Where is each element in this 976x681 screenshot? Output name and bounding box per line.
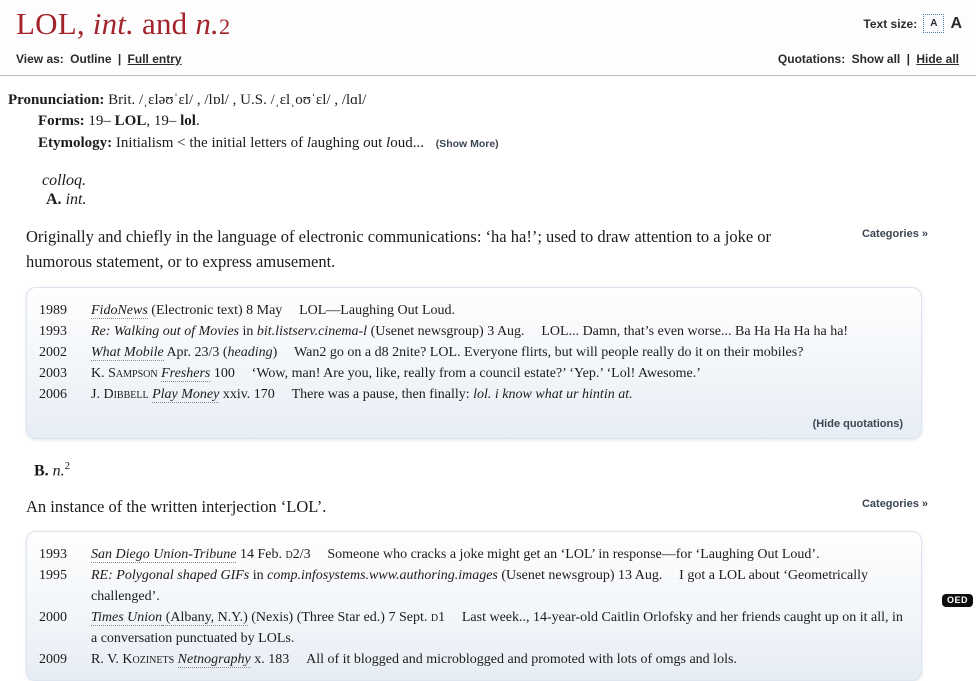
show-all-link[interactable]: Show all <box>851 51 901 66</box>
usage-label: colloq. <box>42 171 86 189</box>
quotation-row <box>39 384 909 405</box>
show-more-link[interactable]: (Show More) <box>435 138 499 151</box>
pronunciation-text: Brit. /ˌɛləʊˈɛl/ , /lɒl/ , U.S. /ˌɛlˌoʊˈɛl/ , /lɑl/ <box>108 91 367 108</box>
text-span: (Usenet newsgroup) 13 Aug. <box>497 568 663 584</box>
view-as-control <box>16 52 185 66</box>
text-span: LOL—Laughing Out Loud. <box>299 303 456 319</box>
text-span: l <box>306 135 312 152</box>
sense-heading-a <box>46 191 976 209</box>
quotation-text <box>91 384 909 405</box>
quotation-text <box>91 321 909 342</box>
text-span: LOL, <box>16 6 93 41</box>
quotation-text <box>91 300 909 321</box>
text-span: J. <box>91 387 104 403</box>
text-span: in <box>239 324 257 340</box>
quotation-row <box>39 342 909 363</box>
text-span: xxiv. 170 <box>219 387 275 403</box>
text-span: 1 <box>438 610 446 626</box>
hide-quotations-link[interactable]: (Hide quotations) <box>812 418 903 431</box>
work-title-link[interactable]: FidoNews <box>91 303 148 319</box>
meta-row <box>16 52 962 75</box>
quotation-year: 1989 <box>39 303 67 319</box>
quotation-text <box>91 565 909 607</box>
text-span: int. <box>92 6 135 41</box>
oed-badge: OED <box>942 594 973 607</box>
categories-link-b[interactable]: Categories » <box>861 497 928 510</box>
etymology-line <box>38 133 976 155</box>
hide-all-link[interactable]: Hide all <box>916 51 959 66</box>
quotation-row <box>39 300 909 321</box>
text-span: R. V. <box>91 652 123 668</box>
quotation-text <box>91 363 909 384</box>
text-span: LOL <box>114 113 147 130</box>
text-span: heading <box>227 345 273 361</box>
quotation-row <box>39 649 909 670</box>
definition-text-a: Originally and chiefly in the language of electronic communications: ‘ha ha!’; used to draw attention to a joke or humorous statement, or to express amusement. <box>26 226 772 271</box>
work-title-link[interactable]: San Diego Union-Tribune <box>91 547 237 563</box>
quotation-year: 1995 <box>39 568 67 584</box>
text-span: A. <box>46 190 62 208</box>
work-title-link[interactable]: Netnography <box>177 652 251 668</box>
text-span: d <box>430 610 439 626</box>
work-title-link[interactable]: What Mobile <box>91 345 164 361</box>
text-span: There was a pause, then finally: <box>291 387 474 403</box>
text-span: . <box>195 113 200 130</box>
text-size-label: Text size: <box>863 16 918 31</box>
quotation-box-a <box>26 287 922 439</box>
text-span: 100 <box>210 366 235 382</box>
view-full-entry-link[interactable]: Full entry <box>127 51 182 66</box>
text-span: LOL... Damn, that’s even worse... Ba Ha Ha Ha ha ha! <box>541 324 849 340</box>
text-span: I got a LOL about ‘Geometrically challenged’. <box>91 568 868 605</box>
text-span: (Usenet newsgroup) 3 Aug. <box>367 324 525 340</box>
entry-body <box>0 76 976 681</box>
text-span: Wan2 go on a d8 2nite? LOL. Everyone flirts, but will people really do it on their mobiles? <box>294 345 804 361</box>
work-title-link[interactable]: (Albany, N.Y.) <box>162 610 248 626</box>
view-outline-link[interactable]: Outline <box>70 51 112 66</box>
text-span: Initialism < the initial letters of <box>115 135 307 152</box>
sense-heading-b <box>34 460 976 480</box>
quotation-row <box>39 321 909 342</box>
quotation-list-b <box>39 544 909 670</box>
text-span: ‘Wow, man! Are you, like, really from a council estate?’ ‘Yep.’ ‘Lol! Awesome.’ <box>251 366 701 382</box>
text-span: 2 <box>64 460 71 473</box>
text-span: (Nexis) (Three Star ed.) 7 Sept. <box>247 610 431 626</box>
quotations-toggle <box>778 52 962 66</box>
sense-section-b <box>8 460 976 681</box>
quotation-row <box>39 544 909 565</box>
text-span: Re: Walking out of Movies <box>91 324 240 340</box>
text-span: Kozinets <box>122 652 175 668</box>
quotation-year: 2009 <box>39 652 67 668</box>
pronunciation-line <box>8 90 976 112</box>
quotation-year: 2006 <box>39 387 67 403</box>
forms-text <box>88 113 199 129</box>
text-size-large-button[interactable]: A <box>950 14 962 32</box>
quotation-box-b <box>26 531 922 681</box>
forms-label: Forms: <box>38 113 85 130</box>
text-span: Someone who cracks a joke might get an ‘LOL’ in response—for ‘Laughing Out Loud’. <box>327 547 820 563</box>
text-span: lol. i know what ur hintin at. <box>473 387 633 403</box>
sense-section-a <box>8 191 976 440</box>
text-span: All of it blogged and microblogged and promoted with lots of omgs and lols. <box>306 652 737 668</box>
quotations-label: Quotations: <box>777 51 846 66</box>
work-title-link[interactable]: Freshers <box>161 366 211 382</box>
quotation-year: 1993 <box>39 547 67 563</box>
text-span: and <box>134 6 196 41</box>
text-span: 2 <box>218 14 231 39</box>
categories-link-a[interactable]: Categories » <box>861 227 928 240</box>
quotation-list-a <box>39 300 909 405</box>
quotation-text <box>91 649 909 670</box>
view-separator: | <box>117 51 122 66</box>
quotation-row <box>39 607 909 649</box>
text-span: 14 Feb. <box>236 547 286 563</box>
text-span: 19– <box>88 113 115 130</box>
quotation-row <box>39 363 909 384</box>
definition-row-b <box>8 495 976 520</box>
quotation-text <box>91 342 909 363</box>
text-span: int. <box>65 190 87 208</box>
entry-header <box>0 0 976 76</box>
text-span: l <box>386 135 391 152</box>
text-span: bit.listserv.cinema-l <box>256 324 368 340</box>
text-span: in <box>249 568 268 584</box>
definition-text-b: An instance of the written interjection ‘LOL’. <box>26 496 327 516</box>
text-span: ut <box>370 135 387 152</box>
text-span: Dibbell <box>103 387 149 403</box>
text-span: n. <box>52 462 65 480</box>
text-span: x. 183 <box>250 652 290 668</box>
text-span: o <box>363 135 371 152</box>
text-size-small-button[interactable]: A <box>923 14 944 33</box>
text-span: aughing <box>311 135 364 152</box>
text-span: Sampson <box>108 366 158 382</box>
quotation-year: 2003 <box>39 366 67 382</box>
quotation-year: 2002 <box>39 345 67 361</box>
quotation-row <box>39 565 909 607</box>
forms-line <box>38 111 976 133</box>
view-as-label: View as: <box>16 51 64 66</box>
text-span: (Electronic text) 8 May <box>147 303 283 319</box>
text-span: lol <box>180 113 196 130</box>
page-title <box>16 6 230 42</box>
pronunciation-label: Pronunciation: <box>8 91 105 108</box>
quotation-text <box>91 544 909 565</box>
text-span: 2/3 <box>292 547 311 563</box>
text-size-control <box>863 14 962 33</box>
text-span: Apr. 23/3 ( <box>163 345 228 361</box>
text-span: , 19– <box>146 113 181 130</box>
title-row <box>16 6 962 42</box>
text-span: K. <box>91 366 109 382</box>
quotation-year: 1993 <box>39 324 67 340</box>
text-span: oud... <box>390 135 424 152</box>
text-span: RE: Polygonal shaped GIFs <box>91 568 250 584</box>
text-span: d <box>285 547 293 563</box>
quotation-year: 2000 <box>39 610 67 626</box>
quotation-text <box>91 607 909 649</box>
definition-row-a <box>8 225 976 275</box>
text-span: Last week.., 14-year-old Caitlin Orlofsky and her friends caught up on it all, in a conversation punctuated by LOLs. <box>91 610 903 647</box>
text-span: ) <box>272 345 278 361</box>
work-title-link[interactable]: Times Union <box>91 610 163 626</box>
text-span: n. <box>195 6 219 41</box>
text-span: comp.infosystems.www.authoring.images <box>267 568 498 584</box>
etymology-label: Etymology: <box>38 135 113 152</box>
work-title-link[interactable]: Play Money <box>152 387 220 403</box>
quotations-separator: | <box>906 51 910 66</box>
text-span: B. <box>34 462 49 480</box>
etymology-text <box>116 135 424 151</box>
